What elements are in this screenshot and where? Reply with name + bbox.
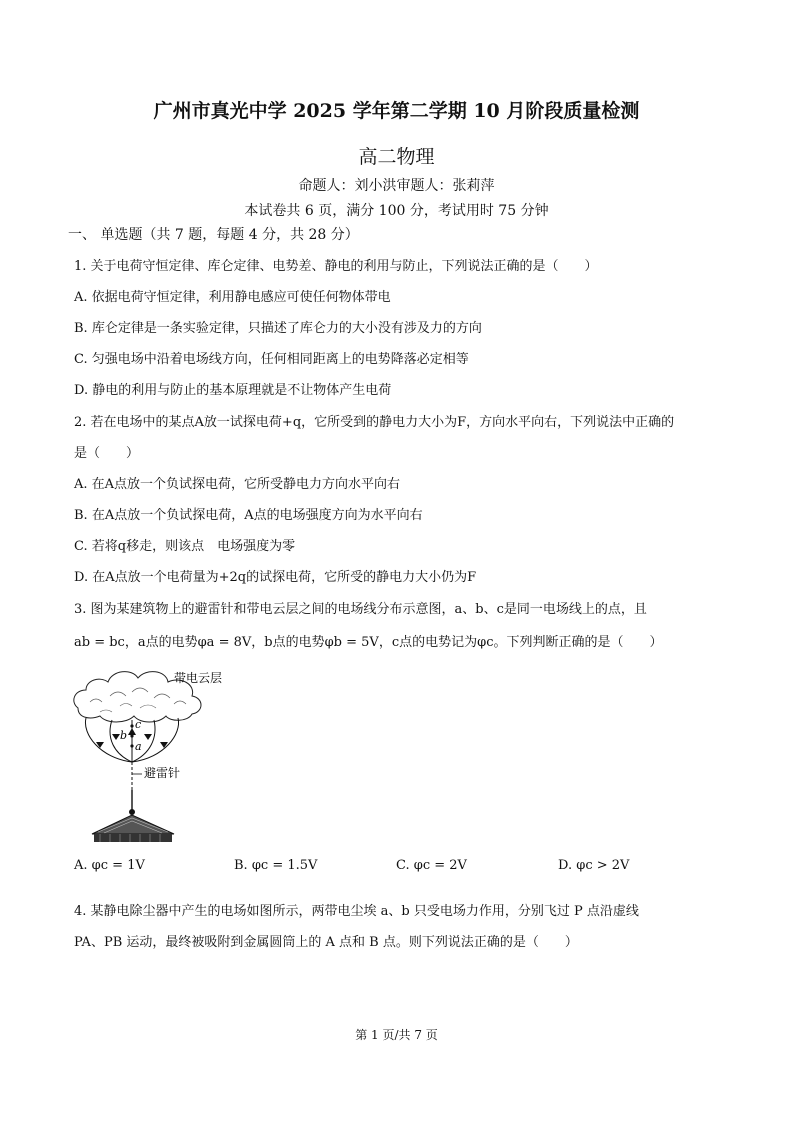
- label-b: b: [120, 729, 128, 742]
- q2-stem-line1: 2. 若在电场中的某点A放一试探电荷+q，它所受到的静电力大小为F，方向水平向右，下列说法中正确的: [74, 415, 675, 430]
- q1-option-c: C. 匀强电场中沿着电场线方向，任何相同距离上的电势降落必定相等: [74, 352, 469, 367]
- q1-option-a: A. 依据电荷守恒定律，利用静电感应可使任何物体带电: [74, 290, 391, 305]
- building-roof: [92, 815, 174, 842]
- q2-option-c: C. 若将q移走，则该点 电场强度为零: [74, 539, 296, 554]
- q3-stem-line1: 3. 图为某建筑物上的避雷针和带电云层之间的电场线分布示意图，a、b、c是同一电场线上的点，且: [74, 602, 647, 617]
- q1-option-b: B. 库仑定律是一条实验定律，只描述了库仑力的大小没有涉及力的方向: [74, 321, 482, 336]
- point-c: [130, 724, 133, 727]
- point-a: [130, 744, 133, 747]
- exam-title: 广州市真光中学 2025 学年第二学期 10 月阶段质量检测: [153, 100, 640, 122]
- section-heading: 一、 单选题（共 7 题，每题 4 分，共 28 分）: [68, 227, 359, 243]
- q2-option-d: D. 在A点放一个电荷量为+2q的试探电荷，它所受的静电力大小仍为F: [74, 570, 477, 585]
- label-c: c: [135, 718, 142, 731]
- label-a: a: [135, 740, 142, 753]
- q2-option-a: A. 在A点放一个负试探电荷，它所受静电力方向水平向右: [74, 477, 401, 492]
- rod-label: 避雷针: [144, 766, 181, 780]
- q2-option-b: B. 在A点放一个负试探电荷，A点的电场强度方向为水平向右: [74, 508, 423, 523]
- q3-option-c: C. φc = 2V: [396, 858, 467, 873]
- q1-option-d: D. 静电的利用与防止的基本原理就是不让物体产生电荷: [74, 383, 392, 398]
- q3-stem-line2: ab = bc，a点的电势φa = 8V，b点的电势φb = 5V，c点的电势记为φc。下列判断正确的是（ ）: [74, 635, 663, 650]
- cloud-label: 带电云层: [174, 671, 223, 685]
- q4-stem-line1: 4. 某静电除尘器中产生的电场如图所示，两带电尘埃 a、b 只受电场力作用，分别飞过 P 点沿虚线: [74, 904, 639, 919]
- page-footer: 第 1 页/共 7 页: [355, 1028, 438, 1042]
- q3-option-d: D. φc > 2V: [558, 858, 630, 873]
- point-b: [130, 734, 133, 737]
- q3-option-b: B. φc = 1.5V: [234, 858, 318, 873]
- rod-ball: [129, 809, 135, 815]
- subject-title: 高二物理: [358, 146, 435, 168]
- q1-stem: 1. 关于电荷守恒定律、库仑定律、电势差、静电的利用与防止，下列说法正确的是（ ）: [74, 259, 598, 274]
- q3-option-a: A. φc = 1V: [74, 858, 145, 873]
- q4-stem-line2: PA、PB 运动，最终被吸附到金属圆筒上的 A 点和 B 点。则下列说法正确的是（ ）: [74, 935, 578, 950]
- exam-info-line: 本试卷共 6 页，满分 100 分，考试用时 75 分钟: [244, 203, 549, 219]
- q3-figure: [70, 662, 223, 842]
- authors-line: 命题人：刘小洪审题人：张莉萍: [298, 178, 495, 194]
- q2-stem-line2: 是（ ）: [74, 446, 140, 461]
